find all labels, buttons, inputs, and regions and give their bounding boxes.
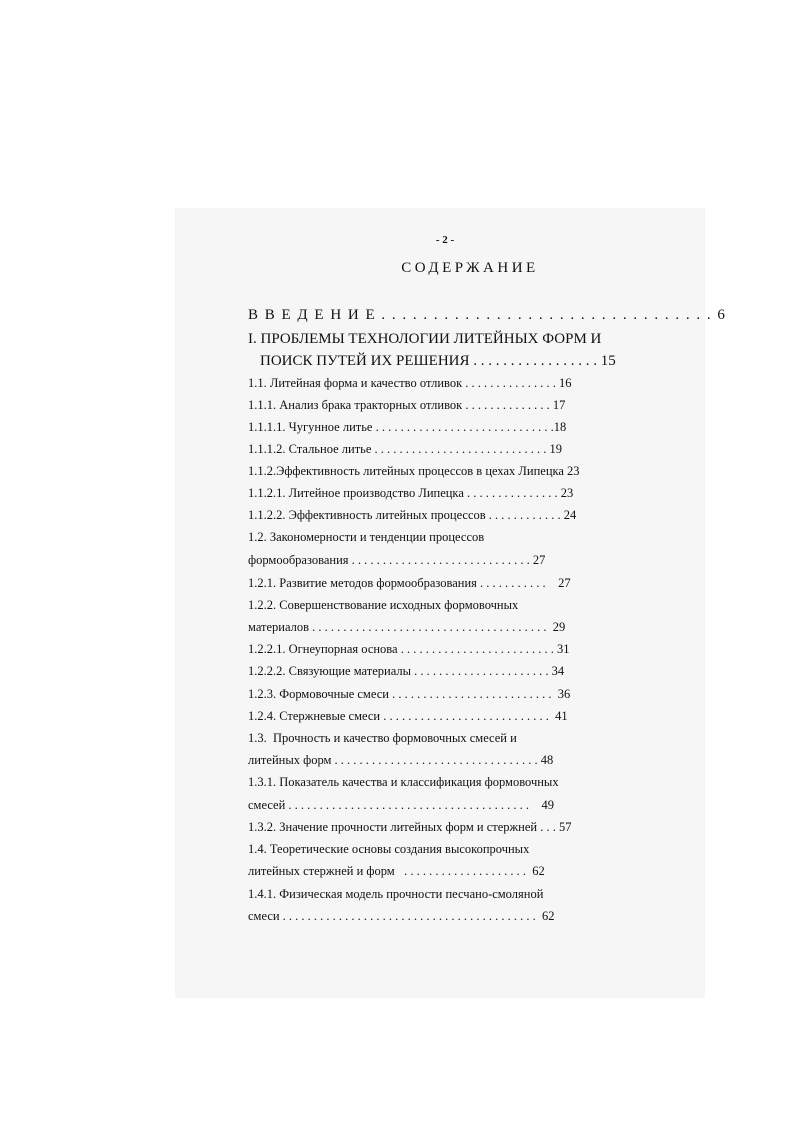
toc-entry: 1.4.1. Физическая модель прочности песчано-смоляной (248, 887, 544, 901)
toc-entry-chapter-1-cont: ПОИСК ПУТЕЙ ИХ РЕШЕНИЯ . . . . . . . . . . . . . . . . . 15 (260, 353, 616, 369)
toc-entry-chapter-1: I. ПРОБЛЕМЫ ТЕХНОЛОГИИ ЛИТЕЙНЫХ ФОРМ И (248, 331, 602, 347)
toc-entry: 1.1.1.2. Стальное литье . . . . . . . . . . . . . . . . . . . . . . . . . . . . 19 (248, 442, 563, 456)
toc-entry-introduction: В В Е Д Е Н И Е . . . . . . . . . . . . . . . . . . . . . . . . . . . . . . . . 6 (248, 307, 727, 323)
page-title: СОДЕРЖАНИЕ (401, 260, 539, 276)
toc-entry: литейных форм . . . . . . . . . . . . . . . . . . . . . . . . . . . . . . . . . 48 (248, 753, 554, 767)
toc-entry: 1.1.2.Эффективность литейных процессов в цехах Липецка 23 (248, 464, 580, 478)
toc-entry: 1.2.4. Стержневые смеси . . . . . . . . . . . . . . . . . . . . . . . . . . . 41 (248, 709, 568, 723)
toc-entry: 1.2.3. Формовочные смеси . . . . . . . . . . . . . . . . . . . . . . . . . . 36 (248, 687, 571, 701)
toc-entry: 1.1.1. Анализ брака тракторных отливок . . . . . . . . . . . . . . 17 (248, 398, 566, 412)
page-number: - 2 - (435, 234, 455, 246)
toc-entry: 1.4. Теоретические основы создания высокопрочных (248, 842, 530, 856)
toc-entry: 1.2. Закономерности и тенденции процессов (248, 530, 485, 544)
toc-entry: 1.1. Литейная форма и качество отливок . . . . . . . . . . . . . . . 16 (248, 376, 572, 390)
toc-entry: 1.2.2.1. Огнеупорная основа . . . . . . . . . . . . . . . . . . . . . . . . . 31 (248, 642, 570, 656)
toc-entry: формообразования . . . . . . . . . . . . . . . . . . . . . . . . . . . . . 27 (248, 553, 546, 567)
toc-entry: 1.3. Прочность и качество формовочных смесей и (248, 731, 517, 745)
toc-entry: литейных стержней и форм . . . . . . . . . . . . . . . . . . . . 62 (248, 864, 545, 878)
toc-entry: 1.3.1. Показатель качества и классификация формовочных (248, 775, 559, 789)
toc-entry: смесей . . . . . . . . . . . . . . . . . . . . . . . . . . . . . . . . . . . . . . . 49 (248, 798, 555, 812)
toc-entry: 1.3.2. Значение прочности литейных форм и стержней . . . 57 (248, 820, 572, 834)
toc-entry: 1.2.2. Совершенствование исходных формовочных (248, 598, 519, 612)
toc-entry: 1.2.1. Развитие методов формообразования . . . . . . . . . . . 27 (248, 576, 571, 590)
toc-entry: 1.1.2.1. Литейное производство Липецка . . . . . . . . . . . . . . . 23 (248, 486, 574, 500)
toc-entry: смеси . . . . . . . . . . . . . . . . . . . . . . . . . . . . . . . . . . . . . . . . . 62 (248, 909, 555, 923)
toc-entry: материалов . . . . . . . . . . . . . . . . . . . . . . . . . . . . . . . . . . . . . . 29 (248, 620, 566, 634)
toc-entry: 1.1.2.2. Эффективность литейных процессов . . . . . . . . . . . . 24 (248, 508, 577, 522)
toc-entry: 1.1.1.1. Чугунное литье . . . . . . . . . . . . . . . . . . . . . . . . . . . . .18 (248, 420, 567, 434)
toc-entry: 1.2.2.2. Связующие материалы . . . . . . . . . . . . . . . . . . . . . . 34 (248, 664, 565, 678)
